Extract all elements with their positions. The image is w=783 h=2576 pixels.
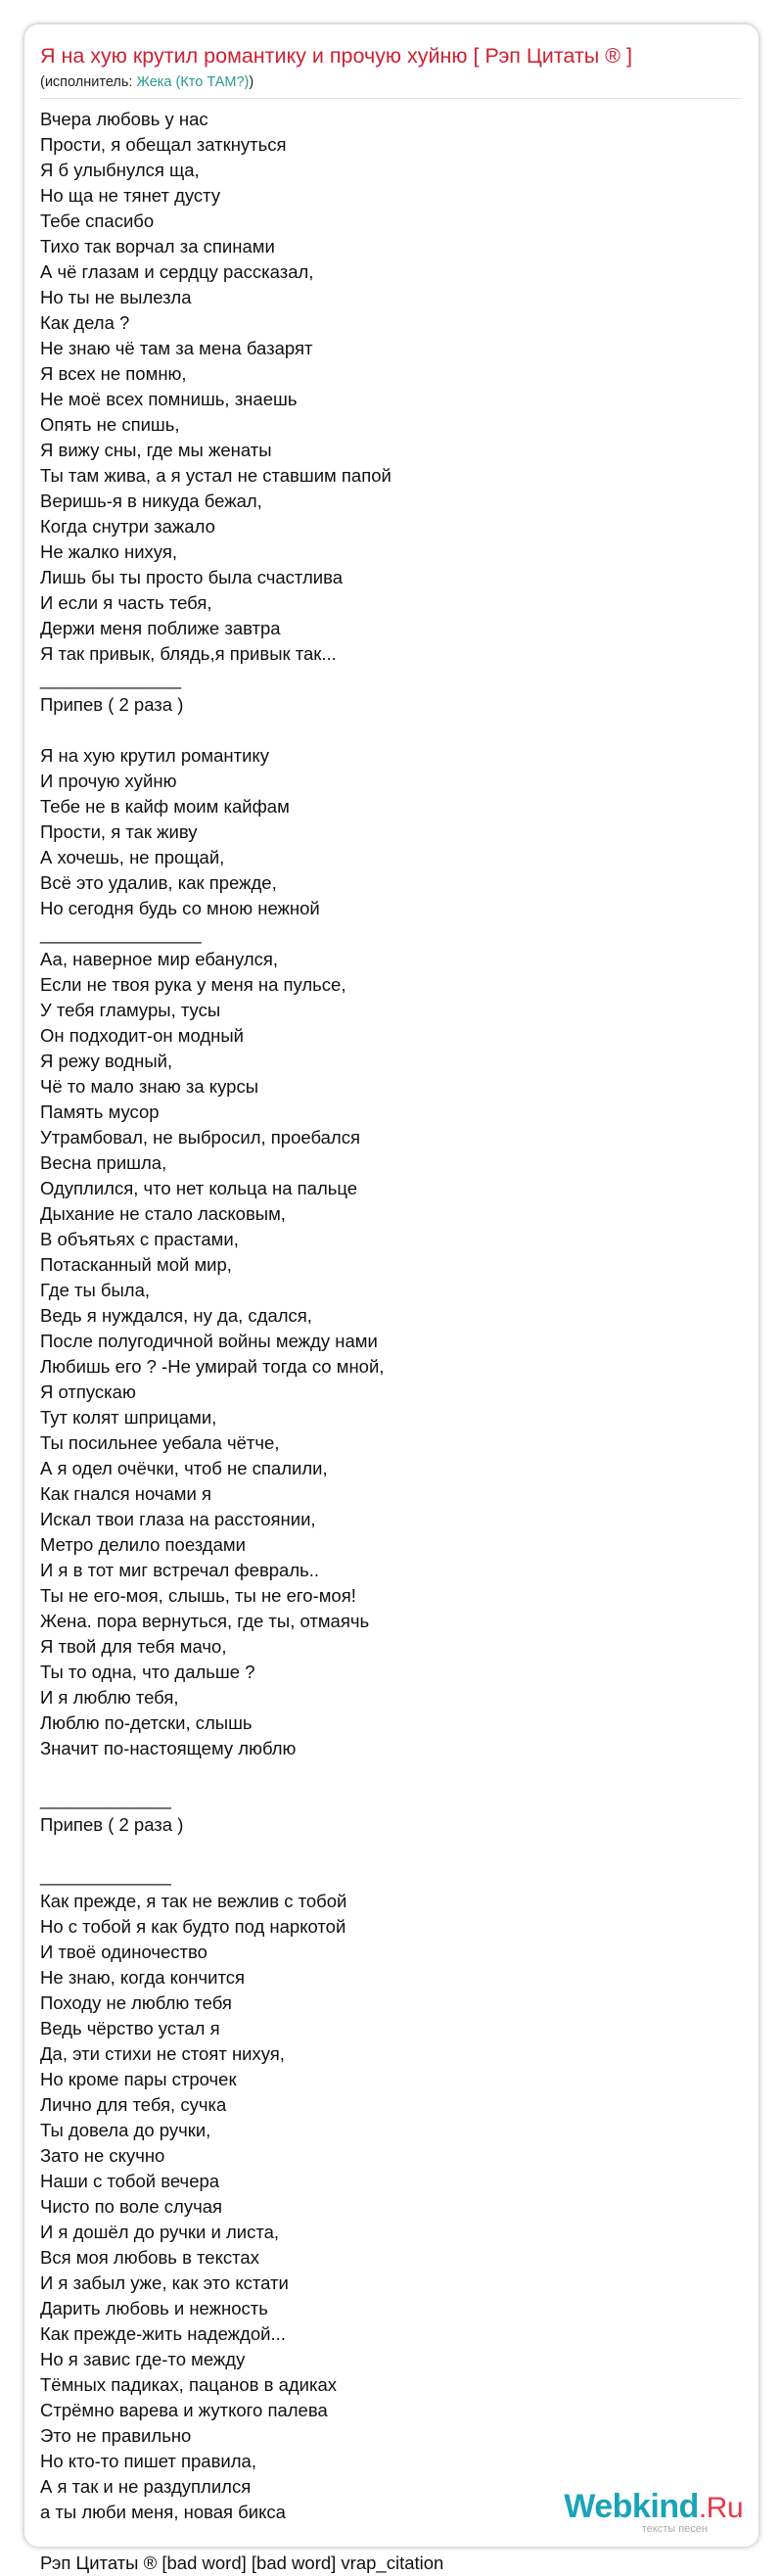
artist-link[interactable]: Жека (Кто ТАМ?) [136,74,250,90]
lyric-line: Прости, я так живу [40,821,198,842]
lyric-line: Ведь я нуждался, ну да, сдался, [40,1305,312,1326]
lyric-line: Тебе спасибо [40,211,155,231]
lyric-line: И я дошёл до ручки и листа, [40,2222,280,2242]
logo-tld: .Ru [698,2492,743,2524]
lyric-line: Ты посильнее уебала чётче, [40,1432,280,1453]
lyric-line: Я на хую крутил романтику [40,745,269,766]
lyric-line: Зато не скучно [40,2145,165,2166]
lyric-line: Он подходит-он модный [40,1025,245,1046]
lyric-line: Вчера любовь у нас [40,109,208,129]
lyric-line: У тебя гламуры, тусы [40,1000,221,1020]
lyric-line: Значит по-настоящему люблю [40,1738,297,1758]
lyric-line: И я в тот миг встречал февраль.. [40,1560,320,1580]
footer-credits: Рэп Цитаты ® [bad word] [bad word] vrap_citation [40,2553,444,2573]
lyric-line: Это не правильно [40,2425,192,2446]
lyric-line: Дыхание не стало ласковым, [40,1203,286,1224]
lyric-line: Ты довела до ручки, [40,2120,211,2140]
lyric-line: ________________ [40,923,202,944]
lyric-line: И твоё одиночество [40,1942,207,1962]
lyric-line: Походу не люблю тебя [40,1992,232,2013]
lyric-line: Память мусор [40,1101,160,1122]
lyric-line: После полугодичной войны между нами [40,1331,378,1351]
lyric-line: Как прежде, я так не вежлив с тобой [40,1891,347,1911]
logo-tagline: тексты песен [641,2523,708,2535]
lyric-line: Всё это удалив, как прежде, [40,872,277,893]
lyric-line: Метро делило поездами [40,1534,246,1555]
lyric-line: Тебе не в кайф моим кайфам [40,796,290,817]
lyric-line: Я вижу сны, где мы женаты [40,440,272,460]
lyric-line: Но я завис где-то между [40,2349,246,2369]
lyric-line: Тут колят шприцами, [40,1407,217,1428]
lyric-line: Люблю по-детски, слышь [40,1712,253,1733]
lyric-line: Я всех не помню, [40,363,187,384]
lyric-line: В объятьях с прастами, [40,1229,239,1249]
lyric-line: Но кроме пары строчек [40,2069,237,2089]
lyric-line: Не знаю, когда кончится [40,1967,245,1988]
lyrics-card [24,24,759,2573]
lyric-line: Припев ( 2 раза ) [40,694,184,715]
lyric-line [40,1761,743,1787]
lyric-line: Веришь-я в никуда бежал, [40,491,262,511]
site-logo[interactable] [564,2490,743,2535]
lyric-line: Ты то одна, что дальше ? [40,1662,255,1682]
lyric-line: Любишь его ? -Не умирай тогда со мной, [40,1356,385,1377]
lyric-line: А хочешь, не прощай, [40,847,225,867]
lyric-line: Наши с тобой вечера [40,2171,220,2191]
song-title: Я на хую крутил романтику и прочую хуйню [ Рэп Цитаты ® ] [40,44,632,68]
lyric-line: Искал твои глаза на расстоянии, [40,1509,316,1529]
lyric-line: Как прежде-жить надеждой... [40,2323,286,2344]
lyric-line: Да, эти стихи не стоят нихуя, [40,2043,285,2064]
lyric-line: Вся моя любовь в текстах [40,2247,259,2268]
lyric-line: А чё глазам и сердцу рассказал, [40,261,314,282]
lyric-line: Я отпускаю [40,1382,136,1402]
lyric-line: И я люблю тебя, [40,1687,179,1708]
lyric-line: Дарить любовь и нежность [40,2298,268,2318]
lyric-line: Как дела ? [40,312,130,333]
lyric-line: Где ты была, [40,1280,151,1300]
lyric-line: Я б улыбнулся ща, [40,160,200,180]
lyric-line: Но ща не тянет дусту [40,185,221,206]
artist-prefix: (исполнитель: [40,74,137,90]
artist-line [40,72,743,92]
lyric-line: Стрёмно варева и жуткого палева [40,2400,328,2420]
page-title [40,42,743,70]
lyric-line: Ты не его-моя, слышь, ты не его-моя! [40,1585,356,1606]
lyric-line: Но ты не вылезла [40,287,192,307]
lyric-line: И я забыл уже, как это кстати [40,2272,289,2293]
lyric-line: Лишь бы ты просто была счастлива [40,567,344,587]
logo-wordmark [564,2490,743,2525]
lyric-line: Утрамбовал, не выбросил, проебался [40,1127,360,1147]
lyric-line: Ведь чёрство устал я [40,2018,220,2038]
lyric-line: Если не твоя рука у меня на пульсе, [40,974,346,995]
lyric-line: Чё то мало знаю за курсы [40,1076,258,1097]
lyric-line: _____________ [40,1865,171,1886]
lyric-line: Не моё всех помнишь, знаешь [40,389,298,409]
lyric-line: Опять не спишь, [40,414,180,435]
lyric-line: Одуплился, что нет кольца на пальце [40,1178,358,1198]
lyric-line: Ты там жива, а я устал не ставшим папой [40,465,392,486]
artist-suffix: ) [249,74,254,90]
lyric-line: А я так и не раздуплился [40,2476,252,2497]
lyric-line: А я одел очёчки, чтоб не спалили, [40,1458,328,1478]
header-divider [40,98,743,99]
lyric-line: Но кто-то пишет правила, [40,2451,256,2471]
lyric-line: Я режу водный, [40,1051,173,1071]
lyric-line [40,718,743,743]
lyric-line: ______________ [40,669,182,689]
lyric-line: Держи меня поближе завтра [40,618,281,638]
lyric-line: Не жалко нихуя, [40,541,177,562]
lyric-line: Я так привык, блядь,я привык так... [40,643,337,664]
lyric-line [40,1838,743,1863]
lyric-line: Как гнался ночами я [40,1483,211,1504]
lyric-line: Весна пришла, [40,1152,167,1173]
lyric-line: _____________ [40,1789,171,1809]
lyric-line: Но сегодня будь со мною нежной [40,898,320,918]
lyric-line: Лично для тебя, сучка [40,2094,227,2115]
lyric-line: а ты люби меня, новая бикса [40,2502,286,2522]
lyric-line: И прочую хуйню [40,771,177,791]
lyrics-text [40,107,743,2525]
logo-brand: Webkind [564,2488,699,2525]
lyric-line: Жена. пора вернуться, где ты, отмаячь [40,1611,370,1631]
lyric-line: Когда снутри зажало [40,516,215,537]
lyric-line: Потасканный мой мир, [40,1254,232,1275]
lyric-line: Аа, наверное мир ебанулся, [40,949,279,969]
lyric-line: Не знаю чё там за мена базарят [40,338,313,358]
lyric-line: И если я часть тебя, [40,592,212,613]
lyric-line: Тихо так ворчал за спинами [40,236,275,257]
lyric-line: Припев ( 2 раза ) [40,1814,184,1835]
lyric-line: Чисто по воле случая [40,2196,223,2217]
lyric-line: Но с тобой я как будто под наркотой [40,1916,346,1937]
lyric-line: Тёмных падиках, пацанов в адиках [40,2374,338,2395]
lyric-line: Я твой для тебя мачо, [40,1636,227,1657]
lyric-line: Прости, я обещал заткнуться [40,134,287,155]
